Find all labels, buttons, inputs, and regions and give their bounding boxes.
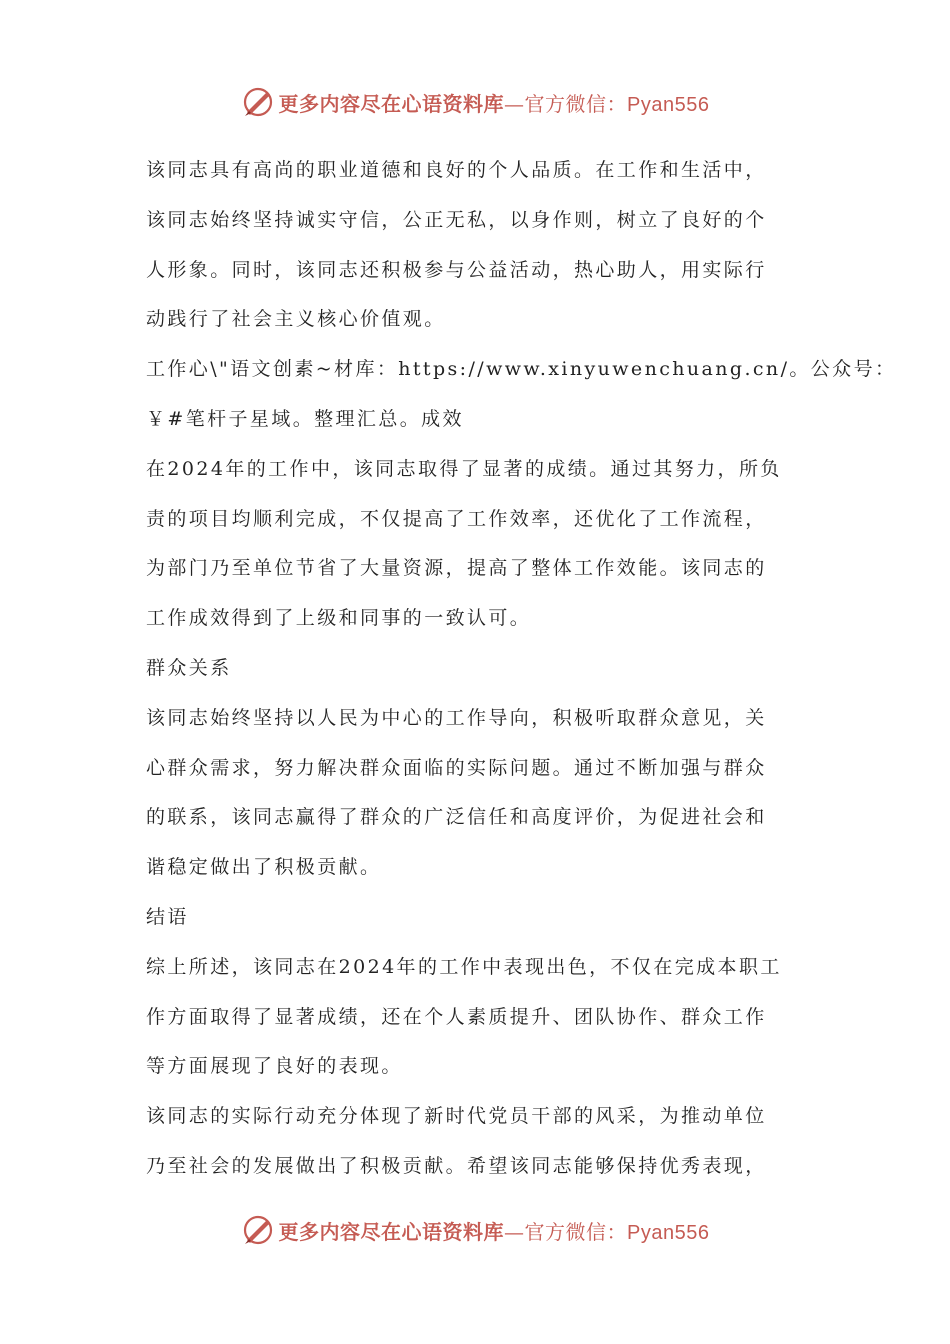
body-line: 动践行了社会主义核心价值观。 <box>146 308 446 331</box>
body-line: 该同志始终坚持以人民为中心的工作导向，积极听取群众意见，关 <box>146 706 767 729</box>
section-heading-conclusion: 结语 <box>146 905 189 928</box>
footer-watermark-dash: — <box>504 1219 525 1244</box>
body-line: 的联系，该同志赢得了群众的广泛信任和高度评价，为促进社会和 <box>146 806 767 829</box>
header-watermark-wechat-id: Pyan556 <box>627 93 710 116</box>
pen-logo-icon <box>241 85 275 119</box>
body-line: 作方面取得了显著成绩，还在个人素质提升、团队协作、群众工作 <box>146 1005 767 1028</box>
footer-watermark-main: 更多内容尽在心语资料库 <box>278 1219 505 1244</box>
body-line: 责的项目均顺利完成，不仅提高了工作效率，还优化了工作流程， <box>146 507 767 530</box>
body-line: 在2024年的工作中，该同志取得了显著的成绩。通过其努力，所负 <box>146 457 782 480</box>
body-line: 乃至社会的发展做出了积极贡献。希望该同志能够保持优秀表现， <box>146 1154 767 1177</box>
body-line: 该同志具有高尚的职业道德和良好的个人品质。在工作和生活中， <box>146 159 767 181</box>
footer-watermark-wechat-id: Pyan556 <box>627 1221 710 1244</box>
body-line-url: 工作心\"语文创素~材库：https://www.xinyuwenchuang.cn/。公众号： <box>146 358 897 381</box>
body-line: 工作成效得到了上级和同事的一致认可。 <box>146 607 532 630</box>
header-watermark-banner <box>0 80 950 124</box>
body-line: 心群众需求，努力解决群众面临的实际问题。通过不断加强与群众 <box>146 756 767 779</box>
body-line: ￥#笔杆子星域。整理汇总。成效 <box>146 407 464 430</box>
header-watermark-main: 更多内容尽在心语资料库 <box>278 91 505 116</box>
body-line: 人形象。同时，该同志还积极参与公益活动，热心助人，用实际行 <box>146 258 767 281</box>
header-watermark-wechat-label: 官方微信： <box>524 91 628 116</box>
footer-watermark-wechat-label: 官方微信： <box>524 1219 628 1244</box>
body-line: 综上所述，该同志在2024年的工作中表现出色，不仅在完成本职工 <box>146 955 782 978</box>
body-line: 该同志始终坚持诚实守信，公正无私，以身作则，树立了良好的个 <box>146 208 767 231</box>
section-heading-mass-relations: 群众关系 <box>146 656 232 679</box>
body-line: 等方面展现了良好的表现。 <box>146 1055 403 1078</box>
footer-watermark-banner <box>0 1208 950 1252</box>
header-watermark-dash: — <box>504 91 525 116</box>
body-line: 谐稳定做出了积极贡献。 <box>146 856 382 879</box>
document-body <box>146 146 897 1192</box>
body-line: 为部门乃至单位节省了大量资源，提高了整体工作效能。该同志的 <box>146 557 767 580</box>
body-line: 该同志的实际行动充分体现了新时代党员干部的风采，为推动单位 <box>146 1105 767 1128</box>
header-watermark-text <box>279 88 710 117</box>
pen-logo-icon <box>241 1213 275 1247</box>
footer-watermark-text <box>279 1216 710 1245</box>
